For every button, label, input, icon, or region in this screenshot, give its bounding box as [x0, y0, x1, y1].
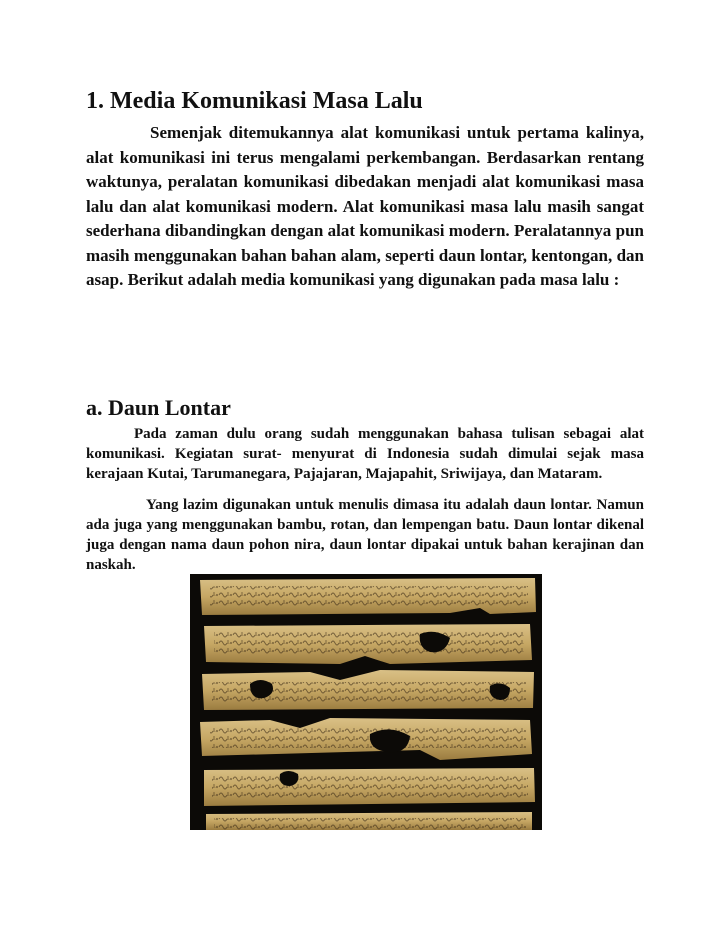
- leaf-script: [210, 586, 528, 608]
- subsection-title: a. Daun Lontar: [86, 395, 231, 420]
- leaf-script: [212, 776, 528, 798]
- lontar-paragraph-2: Yang lazim digunakan untuk menulis dimasa itu adalah daun lontar. Namun ada juga yang menggunakan bambu, rotan, dan lempengan batu. Daun lontar dikenal juga dengan nama daun pohon nira, daun lontar dipakai untuk bahan kerajinan dan naskah.: [86, 497, 644, 573]
- leaf-script: [214, 632, 524, 654]
- leaf-script: [210, 728, 526, 748]
- section-title: 1. Media Komunikasi Masa Lalu: [86, 88, 423, 114]
- leaf-strips: [200, 578, 536, 830]
- palm-leaf-manuscript-drawing: [190, 574, 542, 830]
- lontar-paragraph-1: Pada zaman dulu orang sudah menggunakan bahasa tulisan sebagai alat komunikasi. Kegiatan surat- menyurat di Indonesia sudah dimulai sejak masa kerajaan Kutai, Tarumanegara, Pajajaran, Majapahit, Sriwijaya, dan Mataram.: [86, 426, 644, 482]
- leaf-script: [214, 818, 526, 830]
- intro-paragraph: Semenjak ditemukannya alat komunikasi untuk pertama kalinya, alat komunikasi ini terus mengalami perkembangan. Berdasarkan rentang waktunya, peralatan komunikasi dibedakan menjadi alat komunikasi masa lalu dan alat komunikasi modern. Alat komunikasi masa lalu masih sangat sederhana dibandingkan dengan alat komunikasi modern. Peralatannya pun masih menggunakan bahan bahan alam, seperti daun lontar, kentongan, dan asap. Berikut adalah media komunikasi yang digunakan pada masa lalu :: [86, 123, 644, 289]
- palm-leaf-manuscript-image: [190, 574, 542, 830]
